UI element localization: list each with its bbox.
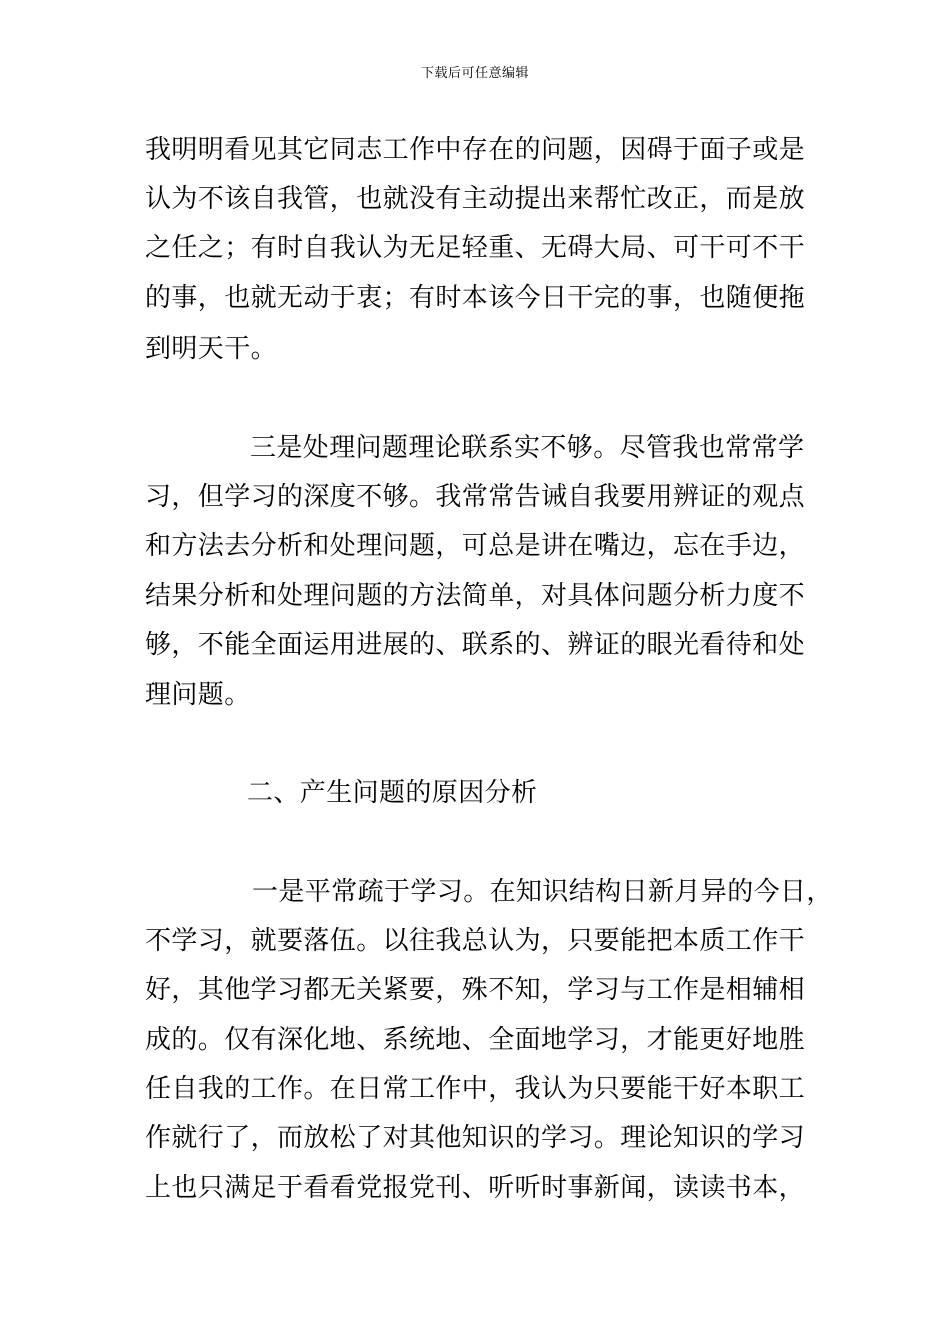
- paragraph-2-line-2: 习，但学习的深度不够。我常常告诫自我要用辨证的观点: [145, 482, 806, 512]
- paragraph-2-line-3: 和方法去分析和处理问题，可总是讲在嘴边，忘在手边，: [145, 531, 806, 561]
- paragraph-4-line-7: 上也只满足于看看党报党刊、听听时事新闻，读读书本，: [145, 1173, 806, 1203]
- paragraph-1-line-1: 我明明看见其它同志工作中存在的问题，因碍于面子或是: [145, 135, 806, 165]
- section-heading-cause-analysis: 二、产生问题的原因分析: [247, 778, 538, 808]
- page-header-note: 下载后可任意编辑: [420, 66, 529, 81]
- paragraph-2-line-4: 结果分析和处理问题的方法简单，对具体问题分析力度不: [145, 581, 806, 611]
- paragraph-4-line-1: 一是平常疏于学习。在知识结构日新月异的今日，: [252, 877, 833, 907]
- paragraph-4-line-3: 好，其他学习都无关紧要，殊不知，学习与工作是相辅相: [145, 975, 806, 1005]
- paragraph-2-line-6: 理问题。: [145, 680, 251, 710]
- paragraph-1-line-2: 认为不该自我管，也就没有主动提出来帮忙改正，而是放: [145, 184, 806, 214]
- paragraph-1-line-5: 到明天干。: [145, 334, 278, 364]
- paragraph-1-line-4: 的事，也就无动于衷；有时本该今日干完的事，也随便拖: [145, 283, 806, 313]
- paragraph-4-line-2: 不学习，就要落伍。以往我总认为，只要能把本质工作干: [145, 926, 806, 956]
- paragraph-2-line-5: 够，不能全面运用进展的、联系的、辨证的眼光看待和处: [145, 630, 806, 660]
- paragraph-4-line-4: 成的。仅有深化地、系统地、全面地学习，才能更好地胜: [145, 1025, 806, 1055]
- paragraph-4-line-5: 任自我的工作。在日常工作中，我认为只要能干好本职工: [145, 1074, 806, 1104]
- paragraph-1-line-3: 之任之；有时自我认为无足轻重、无碍大局、可干可不干: [145, 233, 806, 263]
- paragraph-4-line-6: 作就行了，而放松了对其他知识的学习。理论知识的学习: [145, 1123, 806, 1153]
- paragraph-2-line-1: 三是处理问题理论联系实不够。尽管我也常常学: [250, 433, 805, 463]
